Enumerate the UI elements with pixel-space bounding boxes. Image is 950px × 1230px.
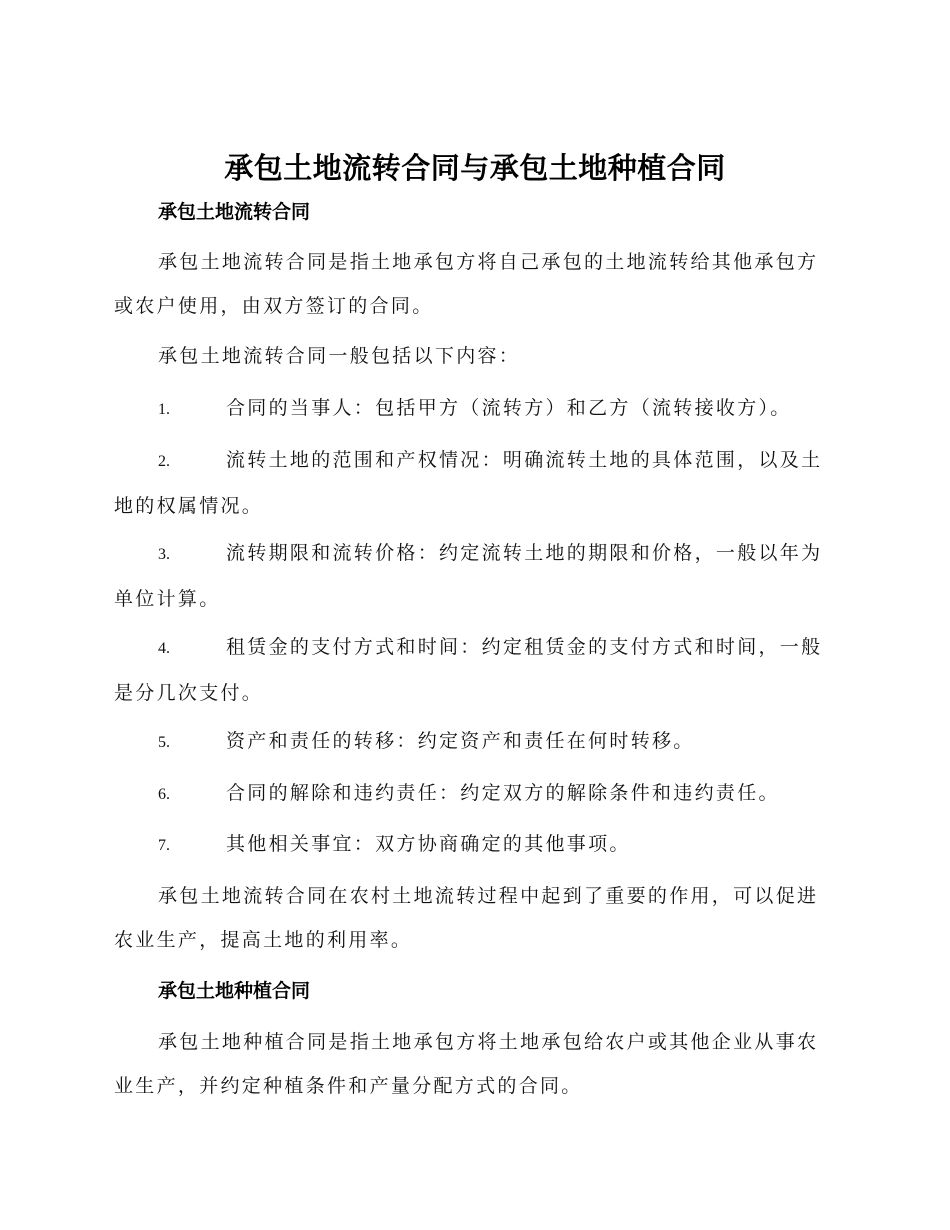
list-item-text: 其他相关事宜：双方协商确定的其他事项。 xyxy=(226,833,631,855)
list-item-text: 合同的当事人：包括甲方（流转方）和乙方（流转接收方）。 xyxy=(226,397,792,419)
list-item-number: 5. xyxy=(158,734,170,751)
list-item-number: 7. xyxy=(158,837,170,854)
paragraph-transfer-conclusion: 承包土地流转合同在农村土地流转过程中起到了重要的作用，可以促进农业生产，提高土地的利用率。 xyxy=(114,885,819,951)
list-item-text: 租赁金的支付方式和时间：约定租赁金的支付方式和时间，一般是分几次支付。 xyxy=(114,636,823,704)
list-item xyxy=(114,771,834,817)
list-item xyxy=(114,719,834,765)
list-item-number: 1. xyxy=(158,401,170,418)
list-item xyxy=(114,386,834,432)
list-item-number: 3. xyxy=(158,546,170,563)
list-item xyxy=(114,531,834,621)
paragraph-transfer-intro: 承包土地流转合同是指土地承包方将自己承包的土地流转给其他承包方或农户使用，由双方签订的合同。 xyxy=(114,251,819,317)
section-heading-transfer: 承包土地流转合同 xyxy=(158,201,311,223)
section-heading-planting: 承包土地种植合同 xyxy=(158,980,311,1002)
paragraph-transfer-lead: 承包土地流转合同一般包括以下内容： xyxy=(158,345,521,367)
list-item-number: 6. xyxy=(158,786,170,803)
list-item-number: 2. xyxy=(158,453,170,470)
list-item xyxy=(114,822,834,868)
list-item-text: 资产和责任的转移：约定资产和责任在何时转移。 xyxy=(226,730,695,752)
paragraph-planting-intro: 承包土地种植合同是指土地承包方将土地承包给农户或其他企业从事农业生产，并约定种植条件和产量分配方式的合同。 xyxy=(114,1031,819,1097)
list-item-number: 4. xyxy=(158,640,170,657)
document-title: 承包土地流转合同与承包土地种植合同 xyxy=(224,151,726,185)
list-item xyxy=(114,625,834,715)
list-item-text: 流转期限和流转价格：约定流转土地的期限和价格，一般以年为单位计算。 xyxy=(114,542,823,610)
list-item xyxy=(114,438,834,528)
list-item-text: 流转土地的范围和产权情况：明确流转土地的具体范围，以及土地的权属情况。 xyxy=(114,449,823,517)
list-item-text: 合同的解除和违约责任：约定双方的解除条件和违约责任。 xyxy=(226,782,780,804)
